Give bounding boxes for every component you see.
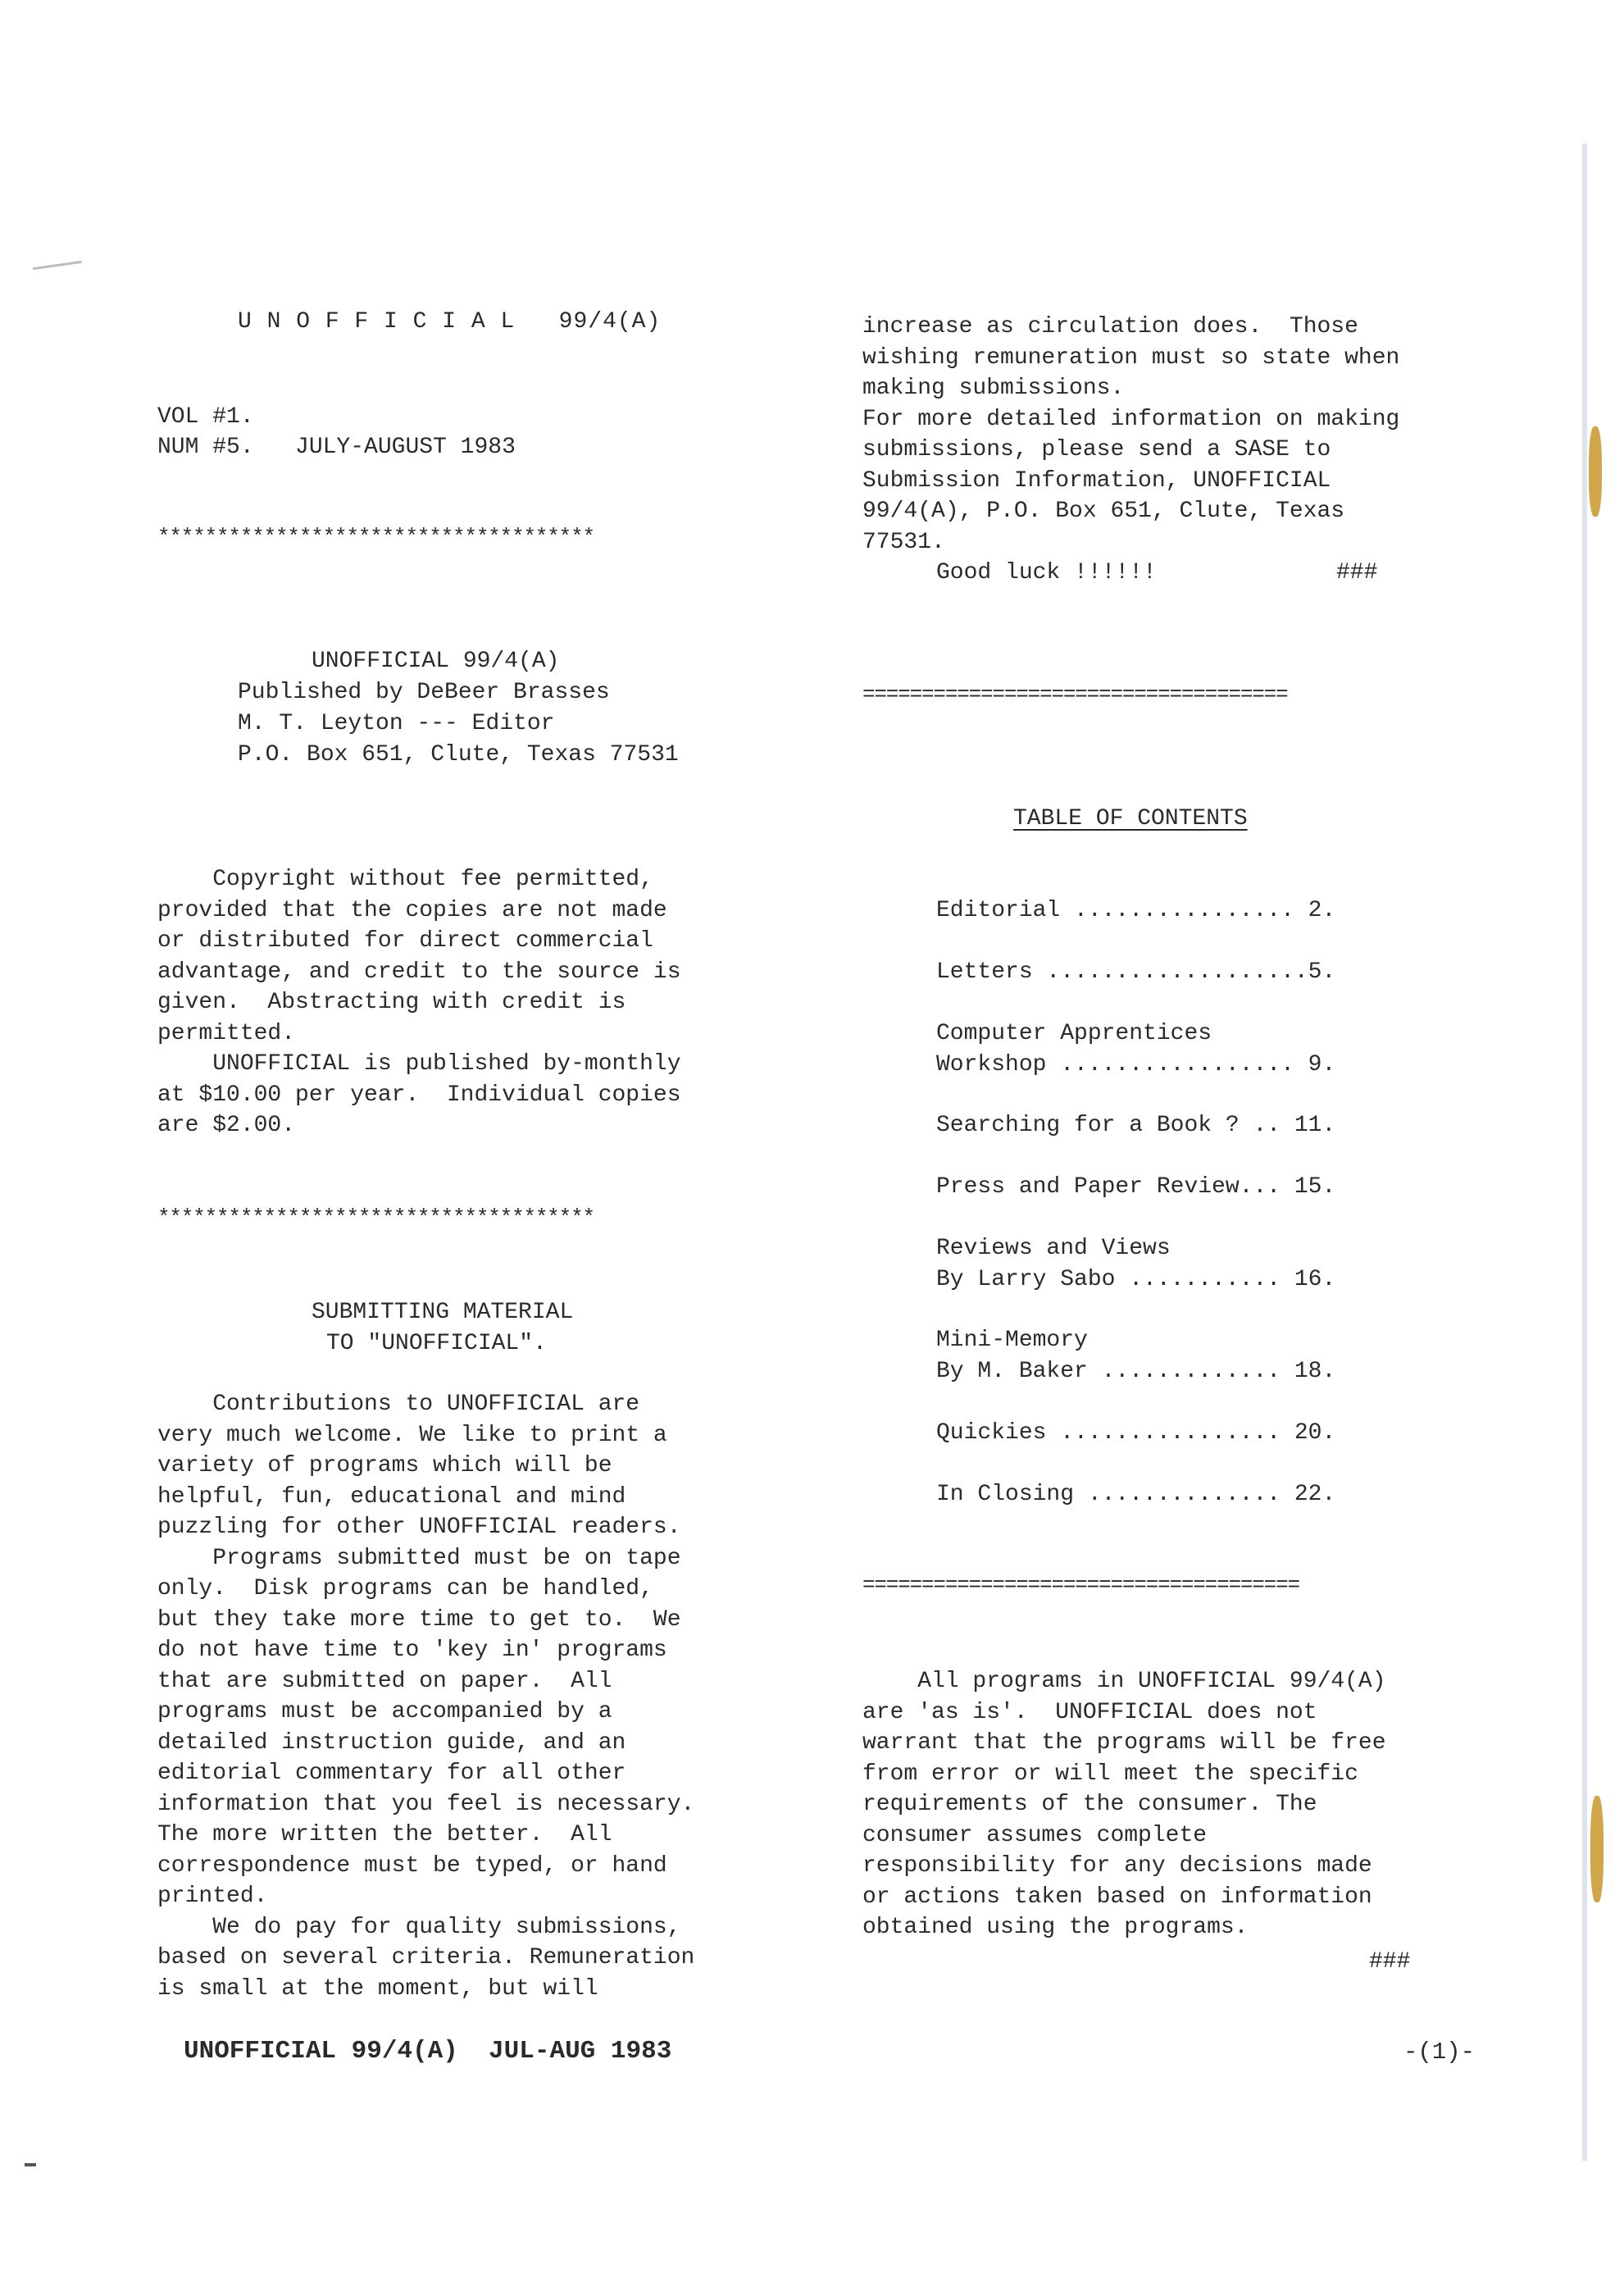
copyright-notice	[157, 864, 780, 1141]
toc-entry-editorial: Editorial ................ 2.	[936, 898, 1336, 923]
article-line: is small at the moment, but will	[157, 1975, 598, 2002]
toc-entry-reviews-page: By Larry Sabo ........... 16.	[936, 1267, 1336, 1292]
toc-title: TABLE OF CONTENTS	[1013, 806, 1248, 831]
section-heading-continued: TO "UNOFFICIAL".	[326, 1331, 547, 1356]
article-line: do not have time to 'key in' programs	[157, 1638, 667, 1663]
copyright-line: or distributed for direct commercial	[157, 928, 653, 954]
footer-title: UNOFFICIAL 99/4(A) JUL-AUG 1983	[184, 2037, 672, 2066]
copyright-line: given. Abstracting with credit is	[157, 990, 626, 1015]
toc-entry-in-closing: In Closing .............. 22.	[936, 1482, 1336, 1507]
article-line: detailed instruction guide, and an	[157, 1729, 626, 1756]
article-line: based on several criteria. Remuneration	[157, 1945, 695, 1970]
toc-entry-press-review: Press and Paper Review... 15.	[936, 1174, 1336, 1200]
article-line: Submission Information, UNOFFICIAL	[862, 467, 1331, 494]
page-edge-shadow	[1582, 144, 1587, 2161]
toc-entry-workshop: Computer Apprentices	[936, 1021, 1212, 1046]
copyright-line: are $2.00.	[157, 1113, 296, 1138]
disclaimer-line: consumer assumes complete	[862, 1822, 1208, 1848]
disclaimer-line: or actions taken based on information	[862, 1884, 1372, 1910]
toc-entry-searching: Searching for a Book ? .. 11.	[936, 1113, 1336, 1138]
article-line: printed.	[157, 1884, 268, 1909]
equals-divider: =====================================	[862, 1573, 1299, 1597]
end-mark: ###	[1336, 560, 1378, 585]
toc-entry-letters: Letters ...................5.	[936, 959, 1336, 985]
copyright-line: UNOFFICIAL is published by-monthly	[157, 1051, 681, 1077]
good-luck-line: Good luck !!!!!!	[936, 560, 1157, 585]
submission-article-continued	[862, 312, 1485, 558]
copyright-line: at $10.00 per year. Individual copies	[157, 1082, 681, 1108]
disclaimer-line: are 'as is'. UNOFFICIAL does not	[862, 1699, 1317, 1725]
tape-stain	[1590, 1796, 1604, 1902]
copyright-line: provided that the copies are not made	[157, 897, 667, 923]
article-line: only. Disk programs can be handled,	[157, 1576, 653, 1601]
article-line: The more written the better. All	[157, 1822, 612, 1847]
article-line: Programs submitted must be on tape	[157, 1545, 681, 1571]
section-heading: SUBMITTING MATERIAL	[312, 1300, 574, 1325]
toc-entry-quickies: Quickies ................ 20.	[936, 1420, 1336, 1446]
article-line: helpful, fun, educational and mind	[157, 1483, 626, 1510]
toc-entry-mini-memory-page: By M. Baker ............. 18.	[936, 1359, 1336, 1384]
copyright-line: Copyright without fee permitted,	[157, 867, 653, 892]
article-line: programs must be accompanied by a	[157, 1699, 612, 1724]
scan-mark	[33, 261, 82, 270]
article-line: information that you feel is necessary.	[157, 1791, 695, 1817]
star-divider: *************************************	[157, 1205, 594, 1230]
disclaimer-line: All programs in UNOFFICIAL 99/4(A)	[862, 1669, 1386, 1694]
disclaimer-line: warrant that the programs will be free	[862, 1730, 1386, 1756]
equals-divider: ====================================	[862, 682, 1288, 707]
article-line: wishing remuneration must so state when	[862, 344, 1400, 371]
disclaimer-line: from error or will meet the specific	[862, 1761, 1358, 1787]
disclaimer-line: obtained using the programs.	[862, 1915, 1249, 1940]
scan-mark	[25, 2163, 36, 2166]
article-line: We do pay for quality submissions,	[157, 1914, 681, 1940]
article-line: 99/4(A), P.O. Box 651, Clute, Texas	[862, 499, 1345, 524]
article-line: 77531.	[862, 529, 945, 555]
article-line: submissions, please send a SASE to	[862, 437, 1331, 462]
toc-entry-workshop-page: Workshop ................. 9.	[936, 1052, 1336, 1077]
volume-number: VOL #1.	[157, 404, 254, 430]
address-line: P.O. Box 651, Clute, Texas 77531	[238, 742, 679, 768]
publisher-line: Published by DeBeer Brasses	[238, 680, 610, 705]
article-line: very much welcome. We like to print a	[157, 1422, 667, 1448]
end-mark: ###	[1369, 1949, 1411, 1975]
article-line: increase as circulation does. Those	[862, 314, 1358, 339]
masthead: U N O F F I C I A L 99/4(A)	[238, 309, 662, 335]
article-line: making submissions.	[862, 376, 1125, 401]
page-number: -(1)-	[1403, 2039, 1476, 2066]
toc-entry-mini-memory: Mini-Memory	[936, 1328, 1088, 1353]
toc-entry-reviews: Reviews and Views	[936, 1236, 1171, 1261]
article-line: editorial commentary for all other	[157, 1761, 626, 1786]
disclaimer-line: responsibility for any decisions made	[862, 1853, 1372, 1879]
publication-title: UNOFFICIAL 99/4(A)	[312, 649, 560, 674]
editor-line: M. T. Leyton --- Editor	[238, 711, 555, 736]
disclaimer	[862, 1666, 1485, 1943]
article-line: puzzling for other UNOFFICIAL readers.	[157, 1515, 681, 1540]
article-line: For more detailed information on making	[862, 406, 1400, 432]
submission-article	[157, 1389, 780, 2004]
article-line: variety of programs which will be	[157, 1453, 612, 1478]
copyright-line: advantage, and credit to the source is	[157, 959, 681, 985]
disclaimer-line: requirements of the consumer. The	[862, 1792, 1317, 1817]
article-line: Contributions to UNOFFICIAL are	[157, 1392, 640, 1417]
tape-stain	[1589, 426, 1602, 517]
article-line: that are submitted on paper. All	[157, 1668, 612, 1694]
star-divider: *************************************	[157, 525, 594, 549]
article-line: correspondence must be typed, or hand	[157, 1852, 667, 1879]
issue-number: NUM #5. JULY-AUGUST 1983	[157, 435, 516, 460]
article-line: but they take more time to get to. We	[157, 1606, 681, 1633]
copyright-line: permitted.	[157, 1020, 296, 1046]
